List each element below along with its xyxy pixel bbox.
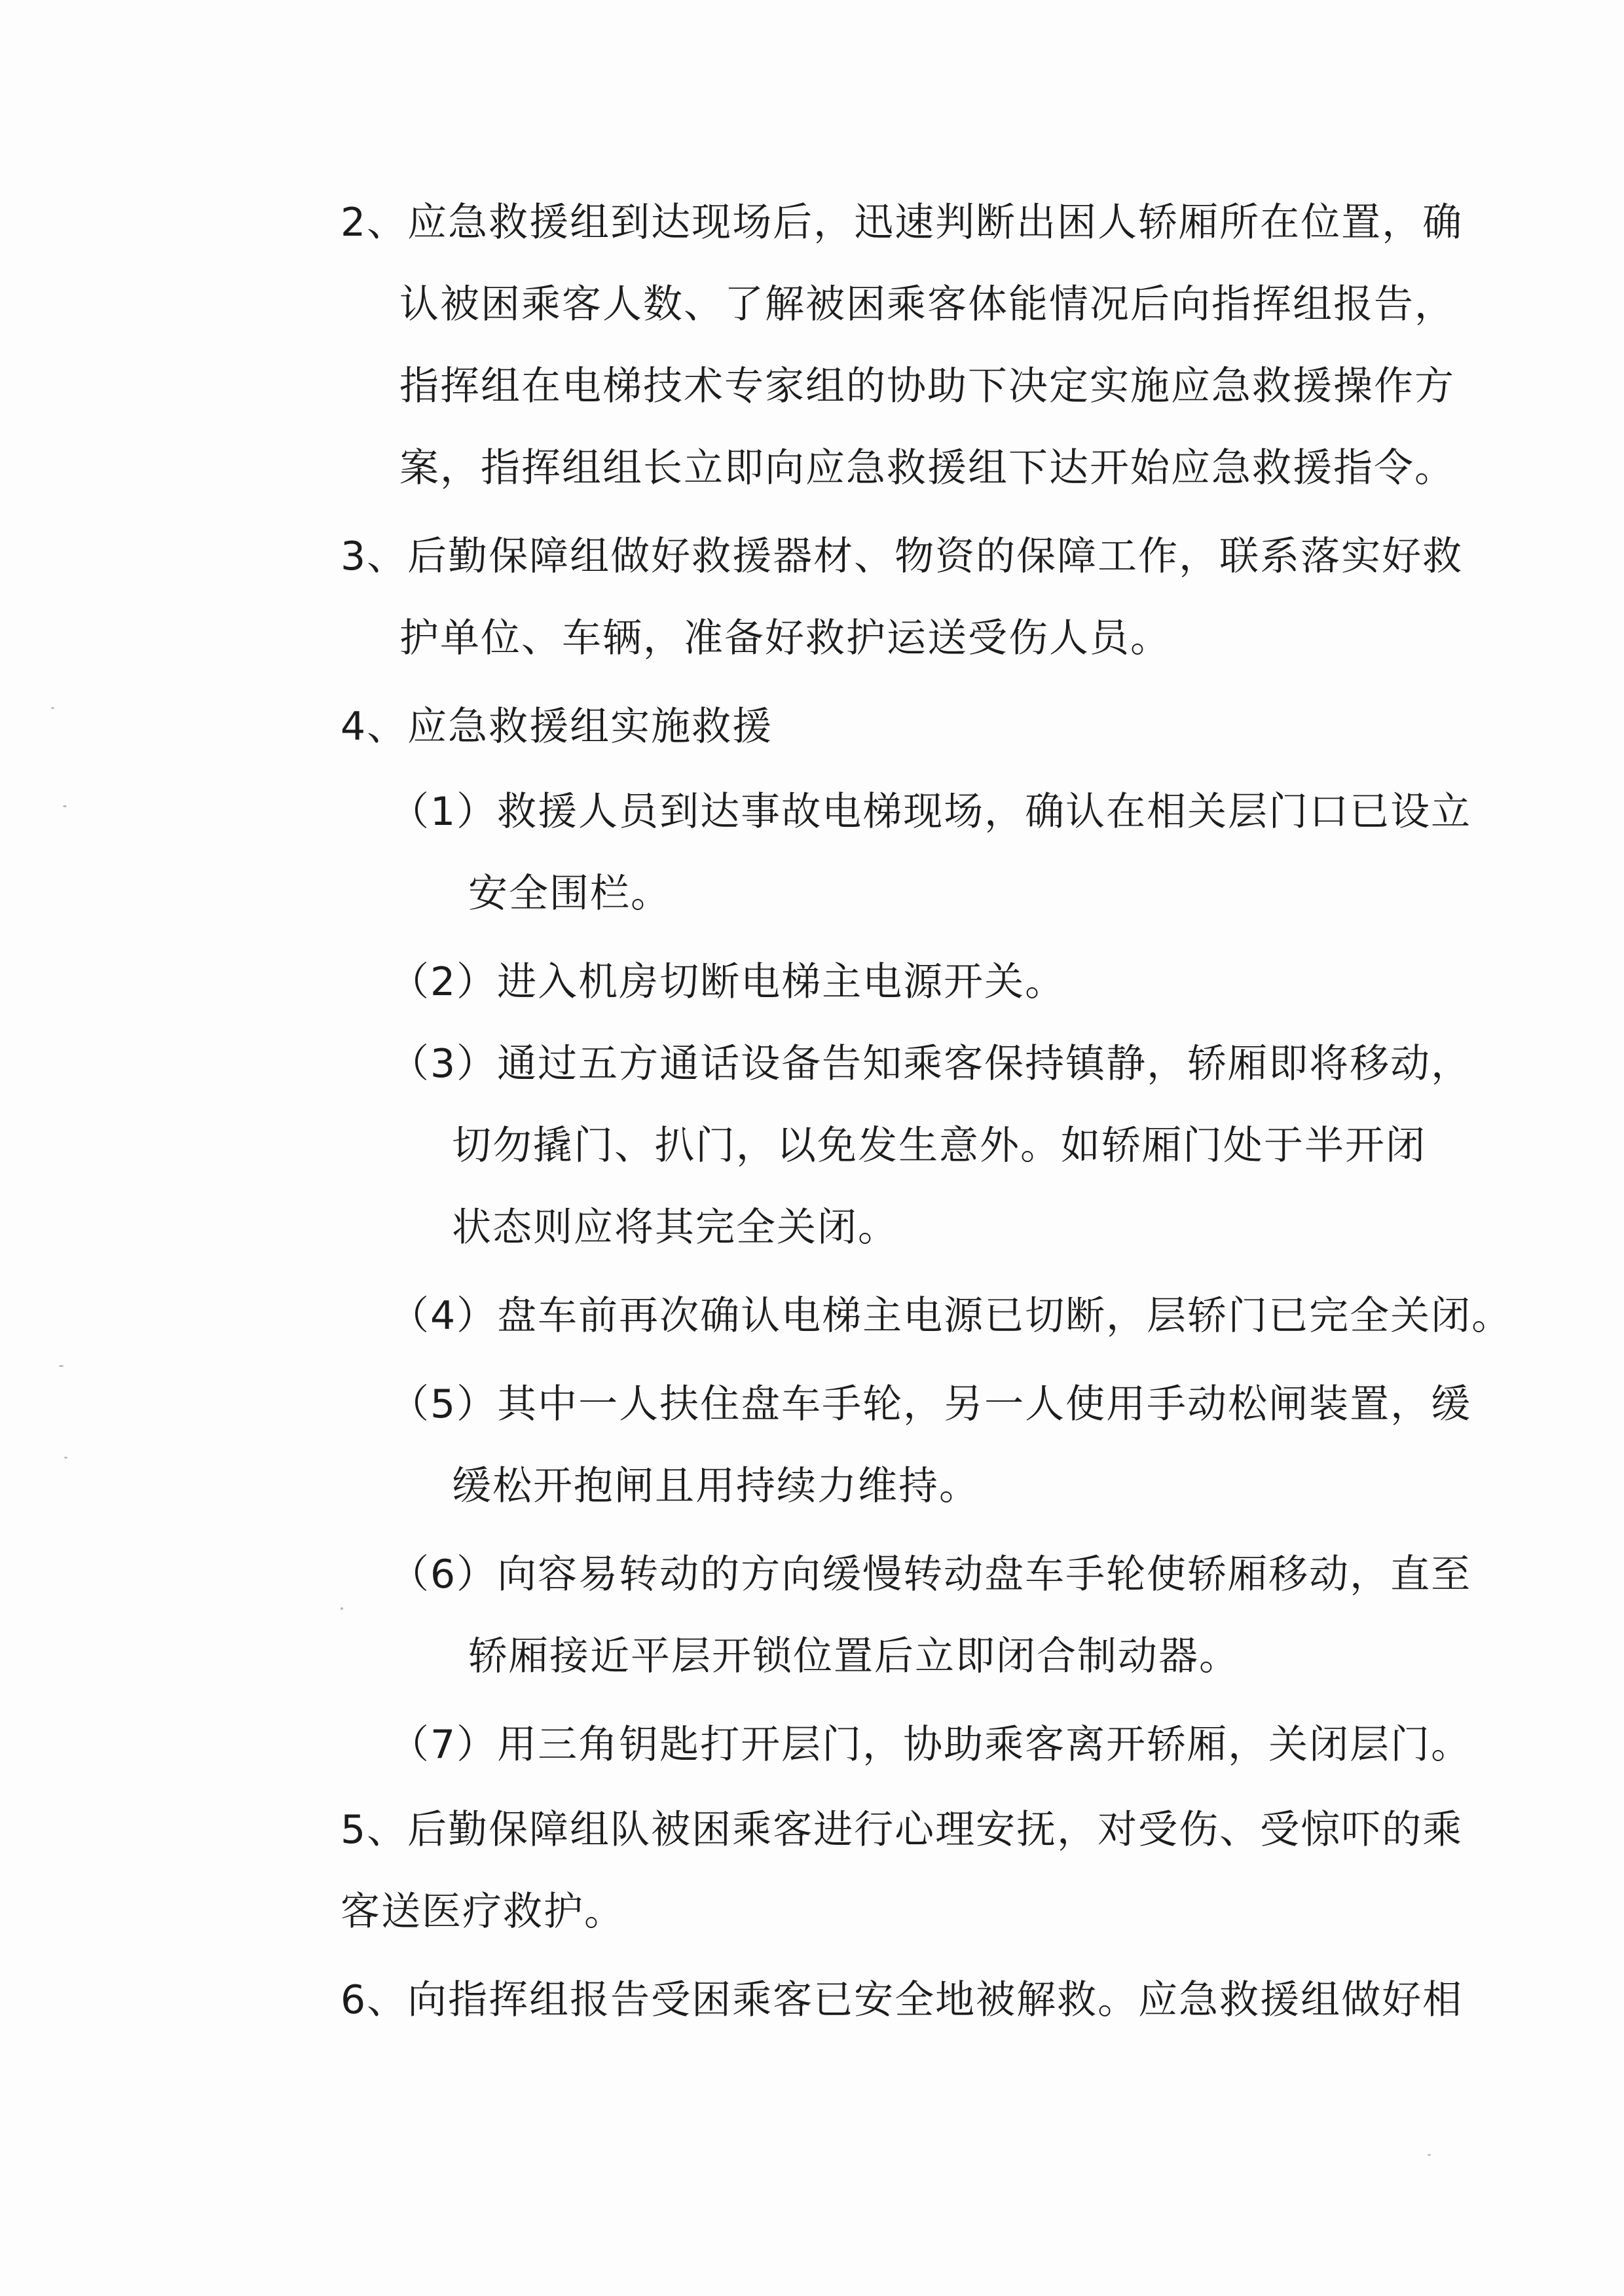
- text-line: 缓松开抱闸且用持续力维持。: [452, 1463, 980, 1509]
- text-line: 认被困乘客人数、了解被困乘客体能情况后向指挥组报告，: [399, 282, 1455, 327]
- scan-speck: [1428, 2154, 1431, 2156]
- text-line: （3）通过五方通话设备告知乘客保持镇静，轿厢即将移动，: [390, 1041, 1472, 1087]
- text-line: 状态则应将其完全关闭。: [452, 1205, 898, 1250]
- text-line: 6、向指挥组报告受困乘客已安全地被解救。应急救援组做好相: [341, 1977, 1464, 2023]
- text-line: （6）向容易转动的方向缓慢转动盘车手轮使轿厢移动，直至: [390, 1552, 1472, 1597]
- text-line: （5）其中一人扶住盘车手轮，另一人使用手动松闸装置，缓: [390, 1381, 1472, 1427]
- scan-speck: [51, 707, 54, 709]
- scan-speck: [64, 1457, 67, 1459]
- text-line: （2）进入机房切断电梯主电源开关。: [390, 959, 1066, 1005]
- text-line: 3、后勤保障组做好救援器材、物资的保障工作，联系落实好救: [341, 534, 1464, 579]
- text-line: 轿厢接近平层开锁位置后立即闭合制动器。: [468, 1633, 1240, 1679]
- text-line: 护单位、车辆，准备好救护运送受伤人员。: [399, 615, 1171, 661]
- text-line: （1）救援人员到达事故电梯现场，确认在相关层门口已设立: [390, 789, 1472, 835]
- scan-speck: [59, 1365, 64, 1367]
- text-line: 安全围栏。: [468, 871, 671, 917]
- scan-speck: [341, 1607, 343, 1610]
- text-line: 客送医疗救护。: [341, 1889, 625, 1935]
- text-line: 2、应急救援组到达现场后，迅速判断出困人轿厢所在位置，确: [341, 200, 1464, 246]
- text-line: 切勿撬门、扒门，以免发生意外。如轿厢门处于半开闭: [452, 1123, 1426, 1169]
- text-line: 4、应急救援组实施救援: [341, 704, 773, 750]
- text-line: 案，指挥组组长立即向应急救援组下达开始应急救援指令。: [399, 445, 1455, 491]
- text-line: 指挥组在电梯技术专家组的协助下决定实施应急救援操作方: [399, 363, 1455, 409]
- scan-speck: [63, 805, 67, 807]
- text-line: 5、后勤保障组队被困乘客进行心理安抚，对受伤、受惊吓的乘: [341, 1807, 1464, 1853]
- text-line: （4）盘车前再次确认电梯主电源已切断，层轿门已完全关闭。: [390, 1293, 1513, 1339]
- text-line: （7）用三角钥匙打开层门，协助乘客离开轿厢，关闭层门。: [390, 1722, 1472, 1768]
